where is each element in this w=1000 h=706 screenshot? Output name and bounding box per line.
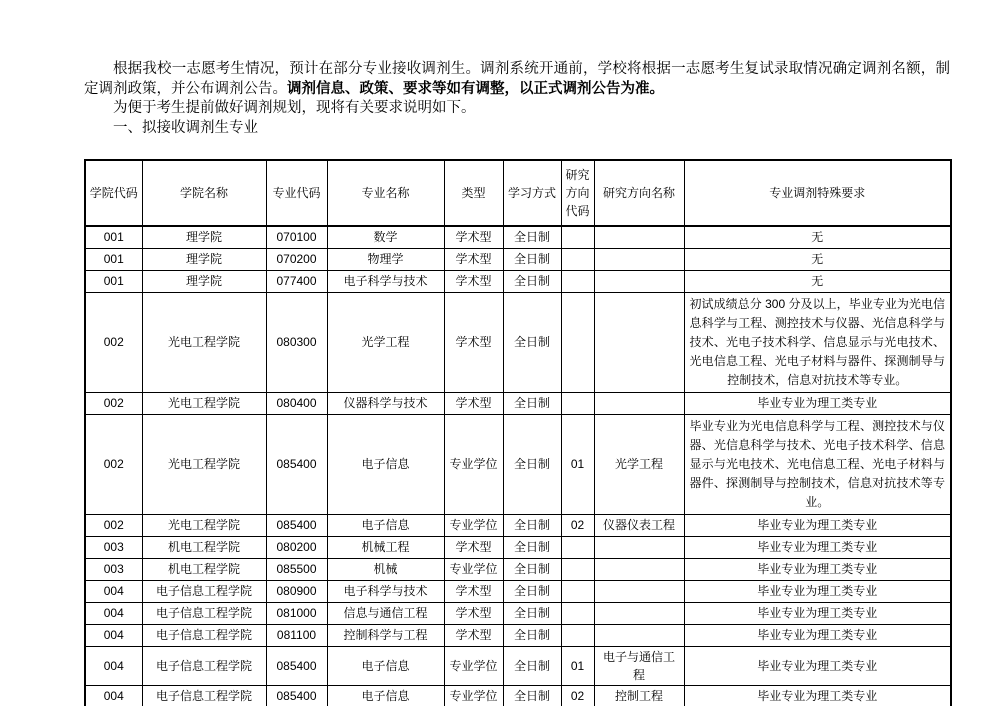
cell-special-requirements: 无 bbox=[684, 270, 951, 292]
cell-college-code: 001 bbox=[85, 226, 142, 248]
table-row bbox=[85, 292, 951, 392]
cell-major-code: 085400 bbox=[266, 414, 327, 514]
cell-college-name: 电子信息工程学院 bbox=[142, 624, 266, 646]
cell-special-requirements: 毕业专业为理工类专业 bbox=[684, 602, 951, 624]
table-body bbox=[85, 226, 951, 706]
cell-major-name: 信息与通信工程 bbox=[327, 602, 444, 624]
header-direction-name: 研究方向名称 bbox=[594, 160, 684, 226]
cell-direction-code bbox=[561, 226, 594, 248]
cell-study-mode: 全日制 bbox=[503, 624, 561, 646]
cell-direction-code: 02 bbox=[561, 514, 594, 536]
intro-paragraph-1 bbox=[84, 60, 950, 99]
cell-major-code: 085500 bbox=[266, 558, 327, 580]
cell-study-mode: 全日制 bbox=[503, 536, 561, 558]
cell-type: 专业学位 bbox=[444, 558, 503, 580]
cell-major-name: 机械 bbox=[327, 558, 444, 580]
cell-major-name: 仪器科学与技术 bbox=[327, 392, 444, 414]
cell-major-name: 电子科学与技术 bbox=[327, 270, 444, 292]
cell-direction-code bbox=[561, 602, 594, 624]
cell-college-code: 002 bbox=[85, 414, 142, 514]
cell-special-requirements: 毕业专业为理工类专业 bbox=[684, 685, 951, 706]
cell-direction-name bbox=[594, 248, 684, 270]
cell-major-code: 080400 bbox=[266, 392, 327, 414]
cell-special-requirements: 无 bbox=[684, 226, 951, 248]
cell-special-requirements: 毕业专业为光电信息科学与工程、测控技术与仪器、光信息科学与技术、光电子技术科学、信息显示与光电技术、光电信息工程、光电子材料与器件、探测制导与控制技术，信息对抗技术等专业。 bbox=[684, 414, 951, 514]
cell-college-name: 电子信息工程学院 bbox=[142, 685, 266, 706]
cell-major-name: 电子信息 bbox=[327, 514, 444, 536]
cell-major-code: 081100 bbox=[266, 624, 327, 646]
cell-college-name: 光电工程学院 bbox=[142, 292, 266, 392]
cell-study-mode: 全日制 bbox=[503, 558, 561, 580]
cell-study-mode: 全日制 bbox=[503, 292, 561, 392]
cell-college-code: 002 bbox=[85, 514, 142, 536]
cell-type: 学术型 bbox=[444, 392, 503, 414]
cell-direction-name: 电子与通信工程 bbox=[594, 646, 684, 685]
intro-paragraphs bbox=[84, 60, 950, 138]
header-direction-code: 研究方向代码 bbox=[561, 160, 594, 226]
table-header-row bbox=[85, 160, 951, 226]
cell-special-requirements: 毕业专业为理工类专业 bbox=[684, 580, 951, 602]
cell-direction-code bbox=[561, 536, 594, 558]
header-type: 类型 bbox=[444, 160, 503, 226]
cell-major-name: 物理学 bbox=[327, 248, 444, 270]
cell-college-name: 机电工程学院 bbox=[142, 536, 266, 558]
cell-direction-code bbox=[561, 392, 594, 414]
cell-direction-code bbox=[561, 580, 594, 602]
cell-direction-name bbox=[594, 226, 684, 248]
cell-direction-code bbox=[561, 248, 594, 270]
cell-major-code: 077400 bbox=[266, 270, 327, 292]
table-row bbox=[85, 414, 951, 514]
cell-major-code: 070100 bbox=[266, 226, 327, 248]
cell-study-mode: 全日制 bbox=[503, 414, 561, 514]
cell-college-code: 004 bbox=[85, 624, 142, 646]
cell-type: 学术型 bbox=[444, 292, 503, 392]
cell-direction-code bbox=[561, 292, 594, 392]
cell-college-name: 理学院 bbox=[142, 226, 266, 248]
cell-type: 学术型 bbox=[444, 580, 503, 602]
cell-major-name: 电子信息 bbox=[327, 414, 444, 514]
cell-direction-code bbox=[561, 558, 594, 580]
cell-college-name: 机电工程学院 bbox=[142, 558, 266, 580]
table-row bbox=[85, 226, 951, 248]
cell-study-mode: 全日制 bbox=[503, 685, 561, 706]
table-row bbox=[85, 646, 951, 685]
cell-college-name: 电子信息工程学院 bbox=[142, 602, 266, 624]
cell-college-code: 004 bbox=[85, 602, 142, 624]
header-study-mode: 学习方式 bbox=[503, 160, 561, 226]
table-row bbox=[85, 580, 951, 602]
cell-major-name: 光学工程 bbox=[327, 292, 444, 392]
table-row bbox=[85, 514, 951, 536]
header-college-name: 学院名称 bbox=[142, 160, 266, 226]
cell-special-requirements: 毕业专业为理工类专业 bbox=[684, 514, 951, 536]
cell-major-name: 控制科学与工程 bbox=[327, 624, 444, 646]
cell-type: 学术型 bbox=[444, 248, 503, 270]
cell-major-code: 080300 bbox=[266, 292, 327, 392]
cell-major-code: 085400 bbox=[266, 685, 327, 706]
cell-study-mode: 全日制 bbox=[503, 602, 561, 624]
cell-special-requirements: 毕业专业为理工类专业 bbox=[684, 624, 951, 646]
cell-college-name: 光电工程学院 bbox=[142, 392, 266, 414]
cell-college-code: 002 bbox=[85, 292, 142, 392]
table-row bbox=[85, 270, 951, 292]
table-row bbox=[85, 536, 951, 558]
cell-type: 学术型 bbox=[444, 624, 503, 646]
cell-direction-code: 01 bbox=[561, 646, 594, 685]
intro-paragraph-1-normal: 根据我校一志愿考生情况，预计在部分专业接收调剂生。调剂系统开通前，学校将根据一志愿考生复试录取情况确定调剂名额，制定调剂政策，并公布调剂公告。 bbox=[84, 61, 950, 97]
cell-special-requirements: 毕业专业为理工类专业 bbox=[684, 646, 951, 685]
cell-major-code: 085400 bbox=[266, 514, 327, 536]
cell-study-mode: 全日制 bbox=[503, 226, 561, 248]
table-row bbox=[85, 685, 951, 706]
cell-direction-name bbox=[594, 292, 684, 392]
cell-college-code: 001 bbox=[85, 270, 142, 292]
header-college-code: 学院代码 bbox=[85, 160, 142, 226]
cell-study-mode: 全日制 bbox=[503, 580, 561, 602]
cell-college-name: 光电工程学院 bbox=[142, 414, 266, 514]
section-heading: 一、拟接收调剂生专业 bbox=[113, 119, 258, 136]
cell-college-code: 003 bbox=[85, 536, 142, 558]
cell-study-mode: 全日制 bbox=[503, 270, 561, 292]
cell-direction-name bbox=[594, 270, 684, 292]
cell-major-code: 080200 bbox=[266, 536, 327, 558]
cell-type: 专业学位 bbox=[444, 685, 503, 706]
table-row bbox=[85, 558, 951, 580]
cell-direction-code bbox=[561, 270, 594, 292]
table-row bbox=[85, 392, 951, 414]
cell-type: 学术型 bbox=[444, 270, 503, 292]
cell-study-mode: 全日制 bbox=[503, 514, 561, 536]
cell-special-requirements: 毕业专业为理工类专业 bbox=[684, 536, 951, 558]
cell-direction-name bbox=[594, 602, 684, 624]
cell-college-code: 002 bbox=[85, 392, 142, 414]
cell-type: 学术型 bbox=[444, 226, 503, 248]
table-header bbox=[85, 160, 951, 226]
cell-major-name: 机械工程 bbox=[327, 536, 444, 558]
cell-direction-name bbox=[594, 558, 684, 580]
cell-direction-name bbox=[594, 624, 684, 646]
cell-direction-name: 光学工程 bbox=[594, 414, 684, 514]
cell-special-requirements: 毕业专业为理工类专业 bbox=[684, 558, 951, 580]
cell-college-code: 004 bbox=[85, 580, 142, 602]
cell-special-requirements: 初试成绩总分 300 分及以上，毕业专业为光电信息科学与工程、测控技术与仪器、光信息科学与技术、光电子技术科学、信息显示与光电技术、光电信息工程、光电子材料与器件、探测制导与控制技术，信息对抗技术等专业。 bbox=[684, 292, 951, 392]
cell-direction-code bbox=[561, 624, 594, 646]
cell-college-name: 光电工程学院 bbox=[142, 514, 266, 536]
intro-paragraph-1-bold: 调剂信息、政策、要求等如有调整，以正式调剂公告为准。 bbox=[287, 80, 664, 97]
cell-college-code: 004 bbox=[85, 685, 142, 706]
cell-study-mode: 全日制 bbox=[503, 248, 561, 270]
cell-type: 学术型 bbox=[444, 602, 503, 624]
cell-college-name: 电子信息工程学院 bbox=[142, 646, 266, 685]
cell-major-code: 080900 bbox=[266, 580, 327, 602]
cell-type: 专业学位 bbox=[444, 414, 503, 514]
cell-college-name: 电子信息工程学院 bbox=[142, 580, 266, 602]
cell-type: 专业学位 bbox=[444, 514, 503, 536]
cell-study-mode: 全日制 bbox=[503, 646, 561, 685]
cell-special-requirements: 毕业专业为理工类专业 bbox=[684, 392, 951, 414]
cell-direction-name bbox=[594, 580, 684, 602]
table-row bbox=[85, 248, 951, 270]
cell-special-requirements: 无 bbox=[684, 248, 951, 270]
cell-major-code: 070200 bbox=[266, 248, 327, 270]
header-major-code: 专业代码 bbox=[266, 160, 327, 226]
cell-direction-name bbox=[594, 392, 684, 414]
cell-college-code: 004 bbox=[85, 646, 142, 685]
cell-direction-name: 控制工程 bbox=[594, 685, 684, 706]
cell-major-name: 电子科学与技术 bbox=[327, 580, 444, 602]
cell-major-name: 电子信息 bbox=[327, 646, 444, 685]
table-row bbox=[85, 602, 951, 624]
cell-major-name: 电子信息 bbox=[327, 685, 444, 706]
cell-direction-name bbox=[594, 536, 684, 558]
header-major-name: 专业名称 bbox=[327, 160, 444, 226]
cell-direction-code: 02 bbox=[561, 685, 594, 706]
cell-college-name: 理学院 bbox=[142, 248, 266, 270]
intro-paragraph-2: 为便于考生提前做好调剂规划，现将有关要求说明如下。 bbox=[113, 100, 476, 116]
adjustment-majors-table bbox=[84, 159, 952, 706]
header-special-requirements: 专业调剂特殊要求 bbox=[684, 160, 951, 226]
cell-college-code: 001 bbox=[85, 248, 142, 270]
cell-college-name: 理学院 bbox=[142, 270, 266, 292]
cell-type: 学术型 bbox=[444, 536, 503, 558]
cell-direction-name: 仪器仪表工程 bbox=[594, 514, 684, 536]
table-row bbox=[85, 624, 951, 646]
cell-major-name: 数学 bbox=[327, 226, 444, 248]
cell-type: 专业学位 bbox=[444, 646, 503, 685]
cell-direction-code: 01 bbox=[561, 414, 594, 514]
cell-major-code: 085400 bbox=[266, 646, 327, 685]
cell-major-code: 081000 bbox=[266, 602, 327, 624]
cell-study-mode: 全日制 bbox=[503, 392, 561, 414]
cell-college-code: 003 bbox=[85, 558, 142, 580]
